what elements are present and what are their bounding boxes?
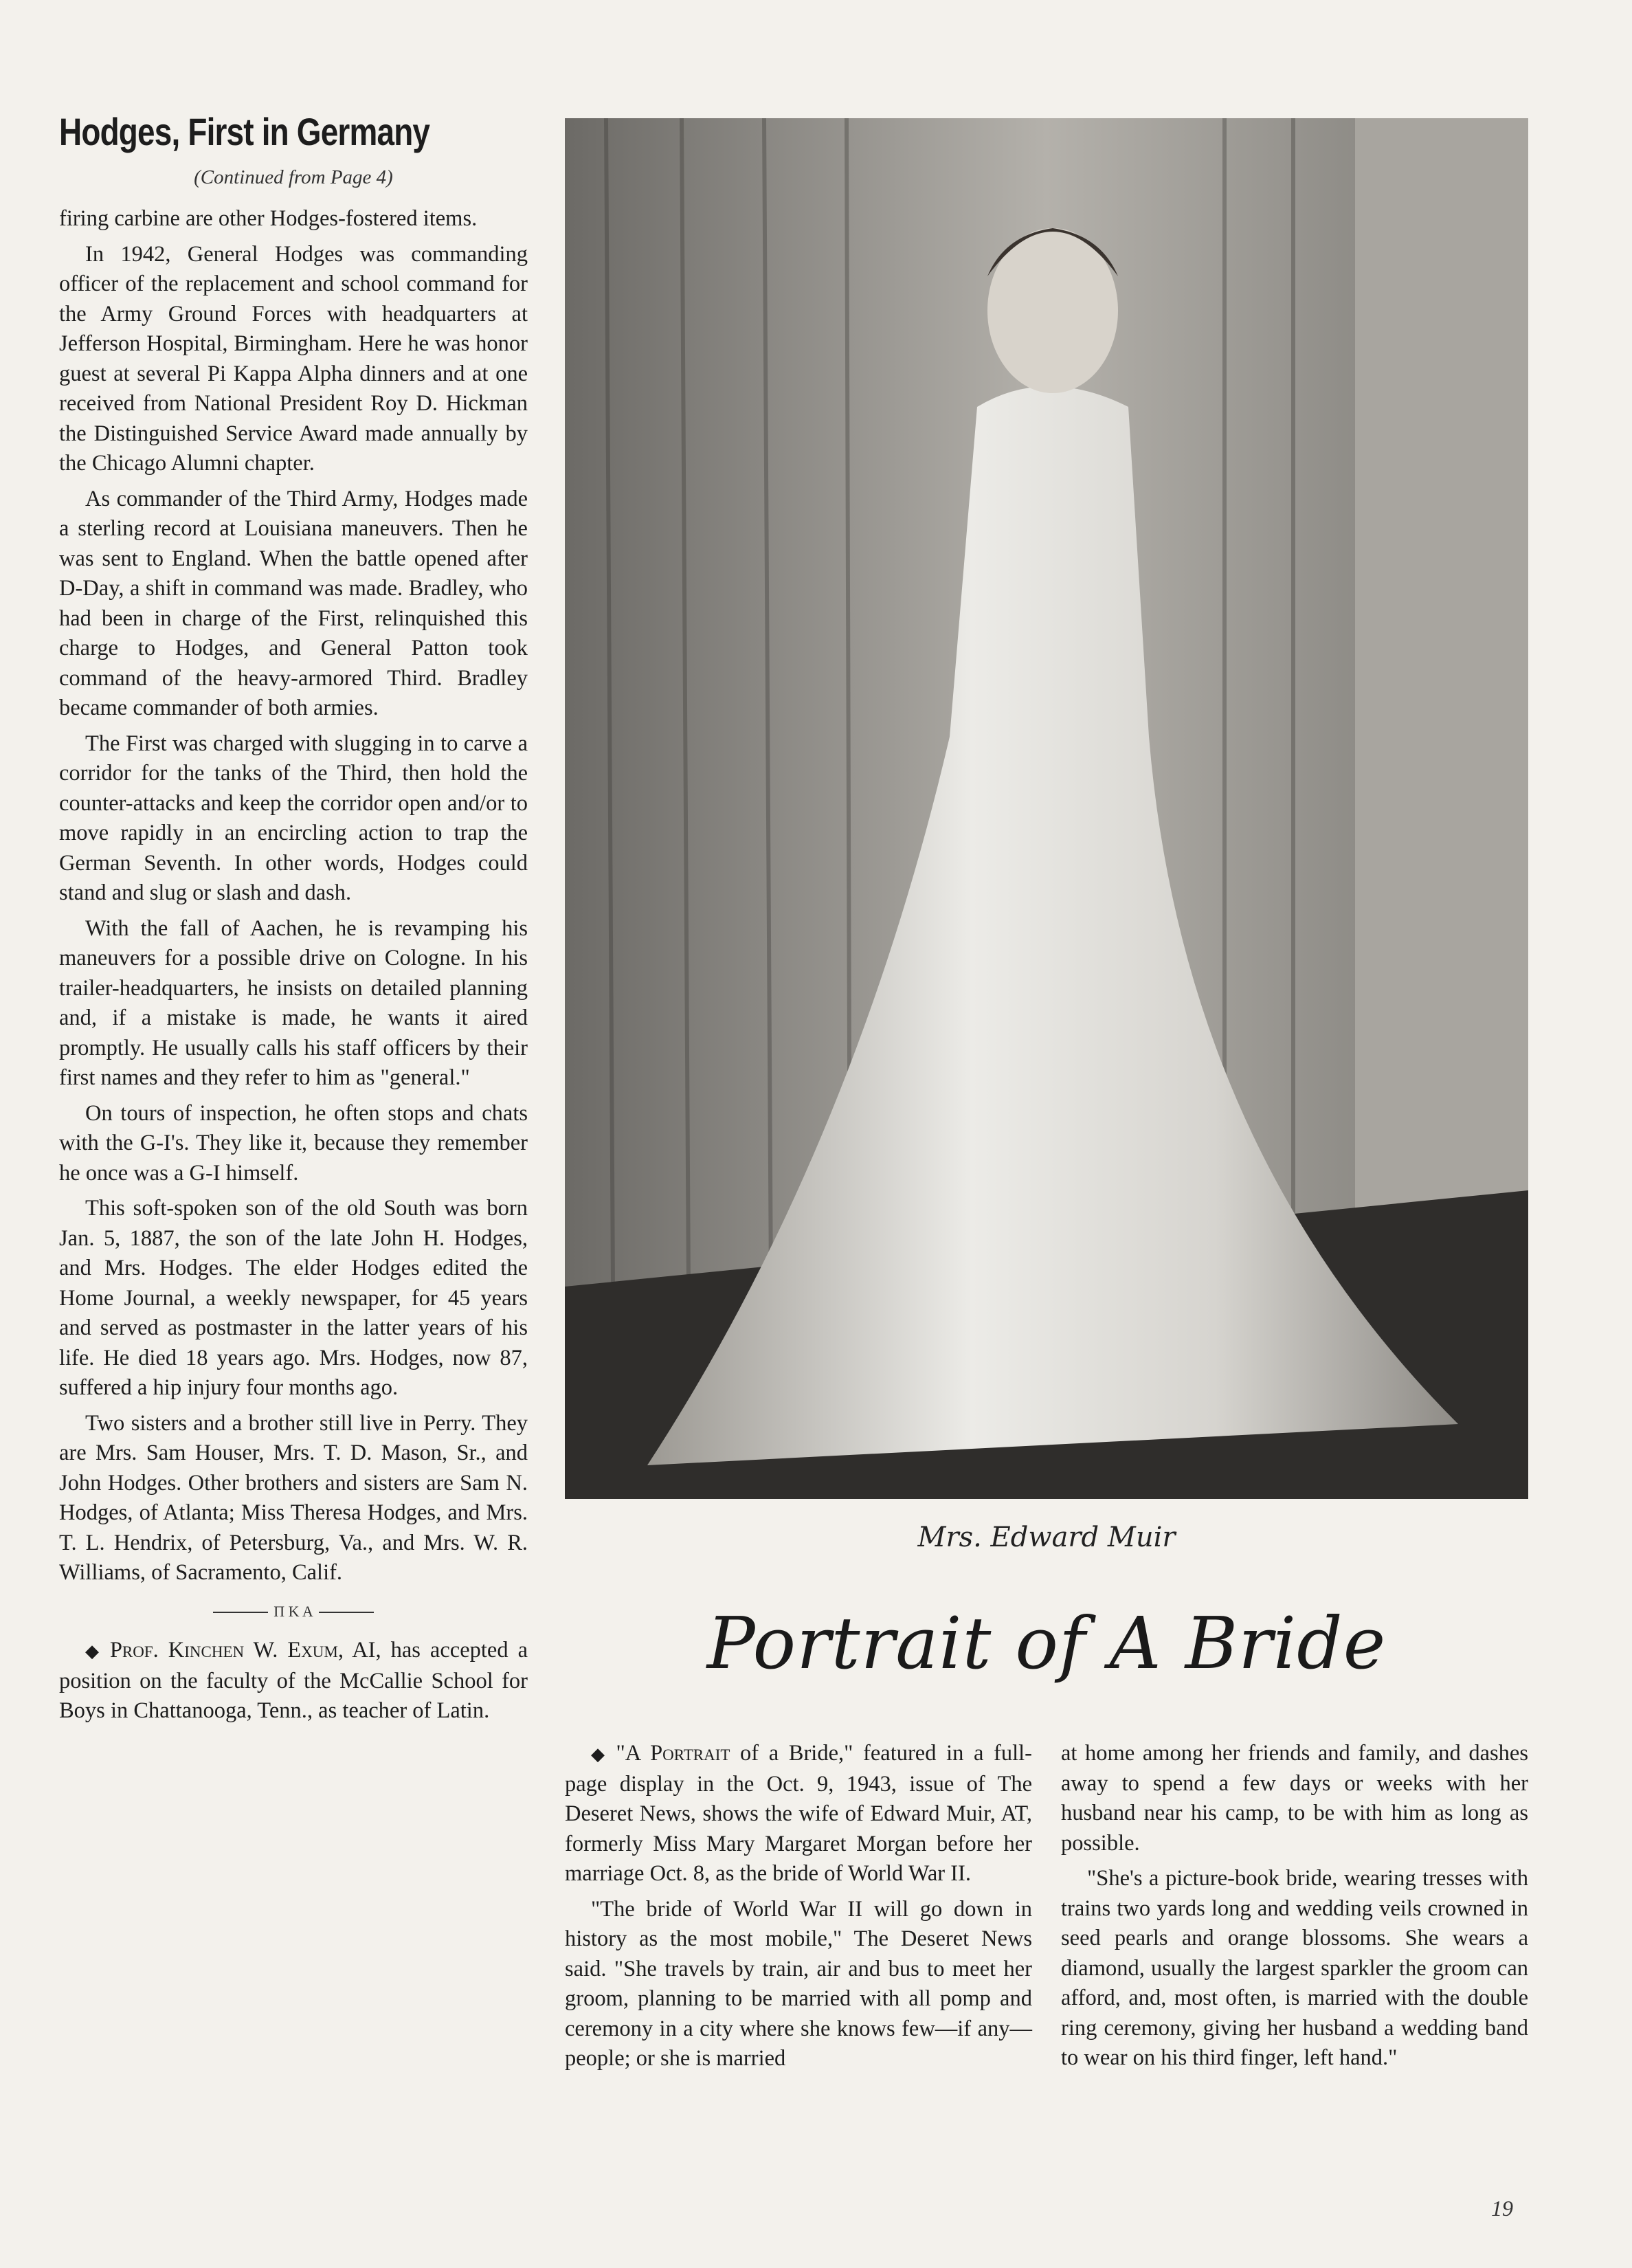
paragraph: "The bride of World War II will go down in history as the most mobile," The Deseret News said. "She travels by train, air and bus to meet her groom, planning to be married with all pomp and ceremony in a city where she knows few—if any—people; or she is married <box>565 1896 1032 2071</box>
paragraph: On tours of inspection, he often stops and chats with the G-I's. They like it, because they remember he once was a G-I himself. <box>59 1100 528 1186</box>
diamond-bullet-icon: ◆ <box>85 1641 103 1661</box>
divider-label: Π K A <box>273 1602 313 1620</box>
paragraph: This soft-spoken son of the old South was born Jan. 5, 1887, the son of the late John H. Hodges, and Mrs. Hodges. The elder Hodges edited the Home Journal, a weekly newspaper, for 45 years and served as postmaster in the latter years of his life. He died 18 years ago. Mrs. Hodges, now 87, suffered a hip injury four months ago. <box>59 1196 528 1400</box>
paragraph: "She's a picture-book bride, wearing tresses with trains two yards long and wedding veils crowned in seed pearls and orange blossoms. She wears a diamond, usually the largest sparkler the groom can afford, and, most often, is married with the double ring ceremony, giving her husband a wedding band to wear on his third finger, left hand." <box>1061 1866 1528 2070</box>
bride-photograph <box>565 118 1528 1499</box>
lead-smallcaps: Portrait <box>650 1741 730 1766</box>
continued-note: (Continued from Page 4) <box>194 166 393 188</box>
exum-paragraph <box>59 1636 528 1726</box>
exum-lead: Prof. Kinchen W. Exum, <box>109 1638 344 1663</box>
lead-rest: of a Bride," featured in a full-page display in the Oct. 9, 1943, issue of The Deseret News, shows the wife of Edward Muir, AT, formerly Miss Mary Margaret Morgan before her marriage Oct. 8, as the bride of World War II. <box>565 1741 1032 1886</box>
page-number: 19 <box>1491 2196 1513 2221</box>
section-divider <box>59 1597 528 1627</box>
paragraph: at home among her friends and family, and dashes away to spend a few days or weeks with her husband near his camp, to be with him as long as possible. <box>1061 1741 1528 1856</box>
lead-open: "A <box>616 1741 651 1766</box>
lead-paragraph <box>565 1739 1032 1889</box>
paragraph: With the fall of Aachen, he is revamping his maneuvers for a possible drive on Cologne. In his trailer-headquarters, he insists on detailed planning and, if a mistake is made, he wants it aired promptly. He usually calls his staff officers by their first names and they refer to him as "general." <box>59 915 528 1090</box>
article-headline: Hodges, First in Germany <box>59 110 430 153</box>
paragraph: firing carbine are other Hodges-fostered items. <box>59 206 478 231</box>
hodges-article-body <box>59 204 528 1726</box>
divider-rule <box>213 1612 268 1613</box>
bride-photo-image <box>565 118 1528 1499</box>
left-column <box>59 110 528 1732</box>
diamond-bullet-icon: ◆ <box>591 1744 610 1764</box>
paragraph: Two sisters and a brother still live in Perry. They are Mrs. Sam Houser, Mrs. T. D. Mason, Sr., and John Hodges. Other brothers and sisters are Sam N. Hodges, of Atlanta; Miss Theresa Hodges, and Mrs. T. L. Hendrix, of Petersburg, Va., and Mrs. W. R. Williams, of Sacramento, Calif. <box>59 1410 528 1585</box>
paragraph: As commander of the Third Army, Hodges made a sterling record at Louisiana maneuvers. Then he was sent to England. When the battle opened after D-Day, a shift in command was made. Bradley, who had been in charge of the First, relinquished this charge to Hodges, and General Patton took command of the heavy-armored Third. Bradley became commander of both armies. <box>59 486 528 720</box>
exum-body: AI, has accepted a position on the faculty of the McCallie School for Boys in Chattanooga, Tenn., as teacher of Latin. <box>59 1638 528 1723</box>
bride-article-column-1 <box>565 1739 1032 2080</box>
bride-article-column-2 <box>1061 1739 1528 2079</box>
divider-rule <box>319 1612 374 1613</box>
photo-caption: Mrs. Edward Muir <box>917 1522 1176 1553</box>
portrait-title: Portrait of A Bride <box>706 1601 1387 1685</box>
paragraph: The First was charged with slugging in to carve a corridor for the tanks of the Third, then hold the counter-attacks and keep the corridor open and/or to move rapidly in an encircling action to trap the German Seventh. In other words, Hodges could stand and slug or slash and dash. <box>59 731 528 905</box>
paragraph: In 1942, General Hodges was commanding officer of the replacement and school command for the Army Ground Forces with headquarters at Jefferson Hospital, Birmingham. Here he was honor guest at several Pi Kappa Alpha dinners and at one received from National President Roy D. Hickman the Distinguished Service Award made annually by the Chicago Alumni chapter. <box>59 241 528 476</box>
